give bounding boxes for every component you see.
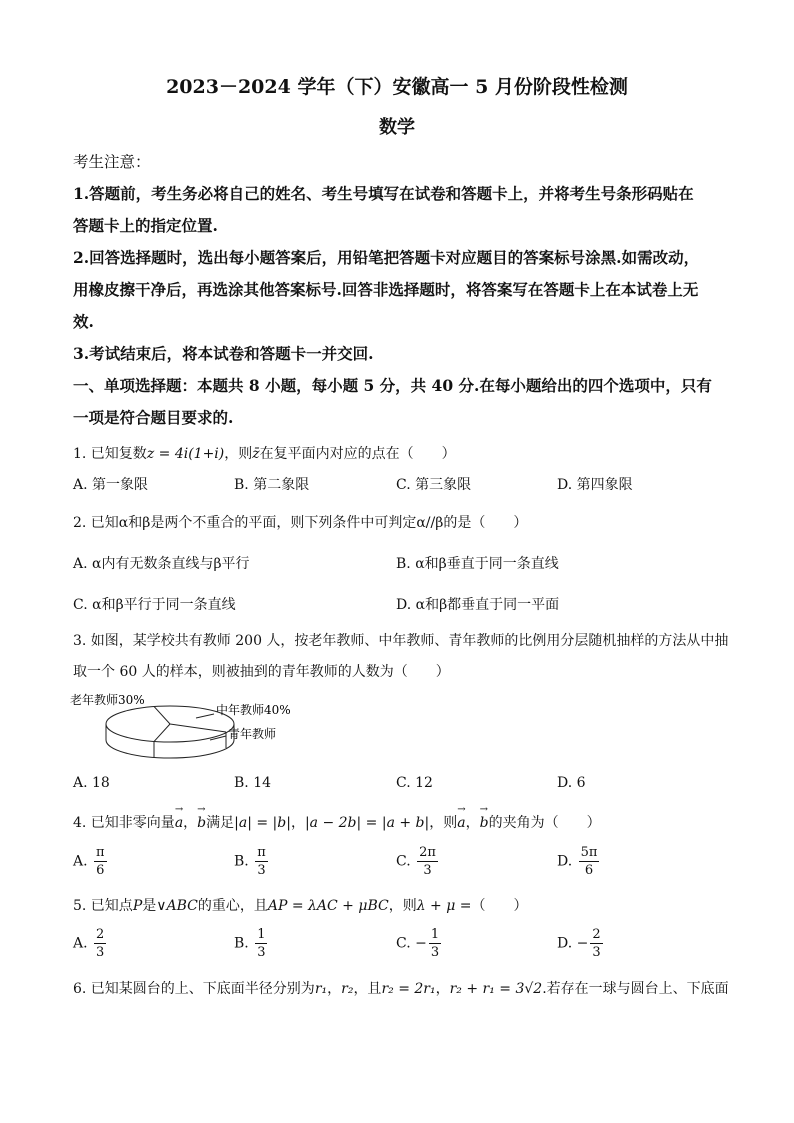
teacher-pie-chart: [66, 690, 306, 770]
q4-post1: ，则: [429, 815, 458, 831]
q6-r2: r₂: [341, 981, 354, 997]
q5-post: ，则: [388, 898, 417, 914]
question-3b: 取一个 60 人的样本，则被抽到的青年教师的人数为（ ）: [73, 664, 450, 680]
q1-suffix: 在复平面内对应的点在（ ）: [259, 446, 456, 462]
subject-title: 数学: [379, 117, 415, 138]
q1-option-a: A. 第一象限: [73, 477, 149, 493]
q4-eq2: |a − 2b| = |a + b|: [304, 815, 430, 831]
q5-mid: 是: [142, 898, 157, 914]
q5-expr: λ + μ =: [416, 898, 472, 914]
q2-option-b: B. α和β垂直于同一条直线: [396, 556, 559, 572]
pie-label-old: 老年教师30%: [70, 693, 145, 707]
q5-option-a: A. $\frac{2}{3}$: [73, 927, 105, 960]
q1-conjugate: z̄: [252, 446, 260, 462]
pie-body: [106, 706, 234, 758]
q3-option-a: A. 18: [73, 775, 110, 791]
q5-point: P: [132, 898, 143, 914]
q4-sep: ，: [183, 815, 198, 831]
q5-end: （ ）: [471, 898, 528, 914]
q4-post2: 的夹角为（ ）: [488, 815, 601, 831]
q4-option-a: A. $\frac{\pi}{6}$: [73, 845, 105, 878]
q5-prefix: 5. 已知点: [73, 898, 133, 914]
pie-label-mid: 中年教师40%: [216, 703, 291, 717]
q3-option-b: B. 14: [234, 775, 272, 791]
question-2: 2. 已知α和β是两个不重合的平面，则下列条件中可判定α//β的是（ ）: [73, 515, 528, 531]
q1-option-b: B. 第二象限: [234, 477, 310, 493]
q1-mid: ，则: [224, 446, 253, 462]
note-2c: 效.: [73, 312, 94, 331]
q5-triangle: ∨ABC: [156, 898, 198, 914]
q5-option-b: B. $\frac{1}{3}$: [234, 927, 266, 960]
note-2b: 用橡皮擦干净后，再选涂其他答案标号.回答非选择题时，将答案写在答题卡上在本试卷上无: [73, 280, 699, 299]
q4-prefix: 4. 已知非零向量: [73, 815, 175, 831]
q4-vec-b: → b: [197, 815, 206, 831]
note-1a: 1.答题前，考生务必将自己的姓名、考生号填写在试卷和答题卡上，并将考生号条形码贴在: [73, 184, 694, 203]
q4-option-d: D. $\frac{5\pi}{6}$: [557, 845, 598, 878]
q5-option-d: D. − $\frac{2}{3}$: [557, 927, 601, 960]
pie-label-young: 青年教师: [228, 727, 277, 741]
q2-option-a: A. α内有无数条直线与β平行: [73, 556, 250, 572]
q4-vec-a-2: → a: [457, 815, 465, 831]
notes-heading: 考生注意：: [73, 153, 151, 171]
q5-vector-eq: AP = λAC + μBC: [267, 898, 389, 914]
q3-option-c: C. 12: [396, 775, 433, 791]
q5-option-c: C. − $\frac{1}{3}$: [396, 927, 440, 960]
question-1: [73, 443, 456, 463]
q1-formula: z = 4i(1+i): [146, 446, 225, 462]
question-4: 4. 已知非零向量→ a，→ b满足|a| = |b|，|a − 2b| = |a + b|，则→ a，→ b的夹角为（ ）: [73, 812, 601, 832]
exam-title: 2023－2024 学年（下）安徽高一 5 月份阶段性检测: [166, 76, 628, 98]
section-heading-a: 一、单项选择题：本题共 8 小题，每小题 5 分，共 40 分.在每小题给出的四个选项中，只有: [73, 376, 712, 395]
q4-cond: 满足: [206, 815, 235, 831]
q6-eq1: r₂ = 2r₁: [381, 981, 436, 997]
q6-r1: r₁: [314, 981, 328, 997]
q6-prefix: 6. 已知某圆台的上、下底面半径分别为: [73, 981, 315, 997]
note-1b: 答题卡上的指定位置.: [73, 216, 218, 235]
q4-option-b: B. $\frac{\pi}{3}$: [234, 845, 266, 878]
q4-vec-b-2: → b: [480, 815, 489, 831]
q4-eq1: |a| = |b|: [234, 815, 291, 831]
q1-option-c: C. 第三象限: [396, 477, 472, 493]
q6-mid: ，且: [353, 981, 382, 997]
q4-sep-2: ，: [465, 815, 480, 831]
q2-option-c: C. α和β平行于同一条直线: [73, 597, 236, 613]
question-3a: 3. 如图，某学校共有教师 200 人，按老年教师、中年教师、青年教师的比例用分层随机抽样的方法从中抽: [73, 633, 729, 649]
question-6: 6. 已知某圆台的上、下底面半径分别为r₁，r₂，且r₂ = 2r₁，r₂ + r₁ = 3√2.若存在一球与圆台上、下底面: [73, 981, 729, 997]
section-heading-b: 一项是符合题目要求的.: [73, 408, 234, 427]
note-3: 3.考试结束后，将本试卷和答题卡一并交回.: [73, 344, 374, 363]
q6-suffix: .若存在一球与圆台上、下底面: [542, 981, 729, 997]
q4-option-c: C. $\frac{2\pi}{3}$: [396, 845, 436, 878]
q2-option-d: D. α和β都垂直于同一平面: [396, 597, 560, 613]
question-5: [73, 895, 528, 915]
q1-option-d: D. 第四象限: [557, 477, 633, 493]
q6-eq2: r₂ + r₁ = 3√2: [449, 981, 543, 997]
q4-vec-a: → a: [175, 815, 183, 831]
q3-option-d: D. 6: [557, 775, 586, 791]
note-2a: 2.回答选择题时，选出每小题答案后，用铅笔把答题卡对应题目的答案标号涂黑.如需改动，: [73, 248, 700, 267]
q5-mid2: 的重心，且: [197, 898, 268, 914]
q1-prefix: 1. 已知复数: [73, 446, 147, 462]
q6-comma: ，: [327, 981, 342, 997]
